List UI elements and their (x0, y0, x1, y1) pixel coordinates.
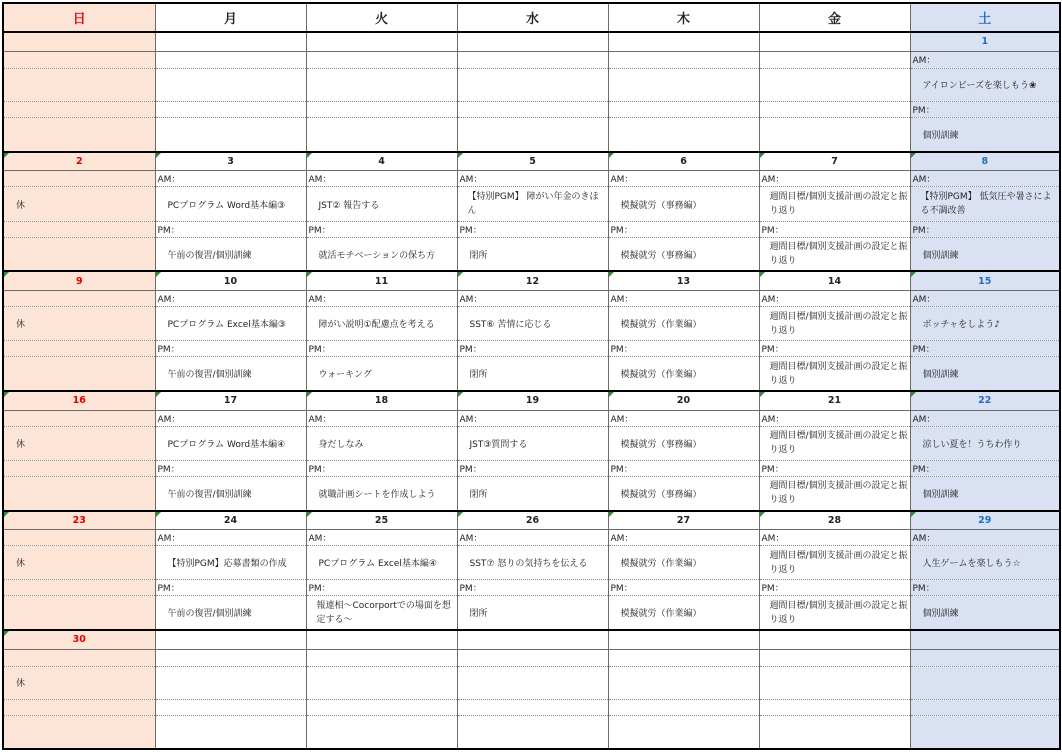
weekday-header-monday: 月 (155, 3, 306, 32)
pm-label: PM： (608, 580, 759, 596)
pm-label: PM： (306, 341, 457, 357)
am-activity-cell[interactable]: 【特別PGM】応募書類の作成 (155, 546, 306, 580)
am-label (306, 649, 457, 666)
am-activity-cell[interactable]: JST② 報告する (306, 187, 457, 221)
am-label: AM： (759, 290, 910, 306)
weekday-header-friday: 金 (759, 3, 910, 32)
am-label (3, 410, 155, 426)
date-cell[interactable] (155, 630, 306, 649)
date-cell[interactable]: 11 (306, 271, 457, 290)
pm-label: PM： (608, 460, 759, 476)
pm-activity-cell[interactable]: 就職計画シートを作成しよう (306, 476, 457, 510)
pm-activity-cell[interactable] (3, 357, 155, 391)
pm-activity-cell[interactable]: 午前の復習/個別訓練 (155, 476, 306, 510)
am-activity-cell[interactable] (608, 666, 759, 699)
pm-activity-cell[interactable] (3, 476, 155, 510)
am-activity-cell[interactable]: 週間目標/個別支援計画の設定と振り返り (759, 546, 910, 580)
am-activity-cell[interactable]: 【特別PGM】 低気圧や暑さによる不調改善 (910, 187, 1060, 221)
pm-activity-cell[interactable]: 模擬就労（作業編） (608, 596, 759, 630)
date-cell[interactable]: 30 (3, 630, 155, 649)
date-cell[interactable]: 7 (759, 152, 910, 171)
am-activity-cell[interactable]: 障がい説明①配慮点を考える (306, 307, 457, 341)
week-1-am-label-row (3, 51, 1060, 68)
pm-activity-cell[interactable]: 午前の復習/個別訓練 (155, 357, 306, 391)
week-6-date-row (3, 630, 1060, 649)
date-cell[interactable]: 27 (608, 511, 759, 530)
pm-label: PM： (457, 460, 608, 476)
date-cell[interactable]: 4 (306, 152, 457, 171)
pm-label: PM： (306, 580, 457, 596)
week-4-am-content-row (3, 426, 1060, 460)
am-activity-cell[interactable]: 週間目標/個別支援計画の設定と振り返り (759, 307, 910, 341)
am-activity-cell[interactable]: SST⑥ 苦情に応じる (457, 307, 608, 341)
pm-label: PM： (759, 580, 910, 596)
am-activity-cell[interactable]: 模擬就労（事務編） (608, 426, 759, 460)
am-label: AM： (608, 530, 759, 546)
pm-label (608, 102, 759, 118)
am-activity-cell[interactable]: PCプログラム Excel基本編④ (306, 546, 457, 580)
date-cell[interactable] (155, 32, 306, 51)
date-cell[interactable]: 2 (3, 152, 155, 171)
pm-activity-cell[interactable]: ウォーキング (306, 357, 457, 391)
date-cell[interactable]: 24 (155, 511, 306, 530)
week-4-pm-content-row (3, 476, 1060, 510)
am-label: AM： (910, 51, 1060, 68)
am-activity-cell[interactable]: PCプログラム Excel基本編③ (155, 307, 306, 341)
pm-activity-cell[interactable] (306, 716, 457, 749)
week-6-pm-label-row (3, 699, 1060, 715)
pm-activity-cell[interactable]: 模擬就労（事務編） (608, 476, 759, 510)
date-cell[interactable] (910, 630, 1060, 649)
pm-activity-cell[interactable] (759, 118, 910, 152)
am-label (155, 649, 306, 666)
pm-activity-cell[interactable]: 閉所 (457, 596, 608, 630)
am-label: AM： (759, 410, 910, 426)
am-label: AM： (306, 290, 457, 306)
weekday-header-thursday: 木 (608, 3, 759, 32)
am-label: AM： (457, 171, 608, 187)
pm-label: PM： (457, 580, 608, 596)
pm-activity-cell[interactable]: 個別訓練 (910, 237, 1060, 271)
weekday-header-wednesday: 水 (457, 3, 608, 32)
pm-activity-cell[interactable]: 閉所 (457, 476, 608, 510)
date-cell[interactable] (608, 32, 759, 51)
week-2-date-row (3, 152, 1060, 171)
date-cell[interactable]: 26 (457, 511, 608, 530)
am-activity-cell[interactable] (457, 68, 608, 101)
pm-activity-cell[interactable]: 閉所 (457, 357, 608, 391)
pm-activity-cell[interactable]: 午前の復習/個別訓練 (155, 596, 306, 630)
am-label (457, 51, 608, 68)
pm-label: PM： (155, 460, 306, 476)
date-cell[interactable]: 29 (910, 511, 1060, 530)
pm-activity-cell[interactable]: 報連相～Cocorportでの場面を想定する～ (306, 596, 457, 630)
am-activity-cell[interactable]: 【特別PGM】 障がい年金のきほん (457, 187, 608, 221)
am-label: AM： (759, 171, 910, 187)
am-activity-cell[interactable]: 身だしなみ (306, 426, 457, 460)
am-activity-cell[interactable] (457, 666, 608, 699)
week-2-am-label-row (3, 171, 1060, 187)
am-label (3, 530, 155, 546)
pm-label (306, 102, 457, 118)
pm-label (306, 699, 457, 715)
am-label: AM： (155, 530, 306, 546)
pm-activity-cell[interactable]: 週間目標/個別支援計画の設定と振り返り (759, 237, 910, 271)
am-label: AM： (457, 530, 608, 546)
date-cell[interactable] (457, 630, 608, 649)
am-label: AM： (910, 530, 1060, 546)
am-activity-cell[interactable]: アイロンビーズを楽しもう❀ (910, 68, 1060, 101)
weekday-header-saturday: 土 (910, 3, 1060, 32)
pm-label: PM： (759, 341, 910, 357)
week-3-date-row (3, 271, 1060, 290)
date-cell[interactable]: 5 (457, 152, 608, 171)
date-cell[interactable]: 15 (910, 271, 1060, 290)
date-cell[interactable]: 21 (759, 391, 910, 410)
pm-label: PM： (155, 341, 306, 357)
pm-label (759, 699, 910, 715)
week-5-am-content-row (3, 546, 1060, 580)
weekday-header-row (3, 3, 1060, 32)
week-2-am-content-row (3, 187, 1060, 221)
am-activity-cell[interactable] (306, 666, 457, 699)
closed-day-label: 休 (3, 666, 155, 699)
pm-label (3, 580, 155, 596)
pm-activity-cell[interactable]: 午前の復習/個別訓練 (155, 237, 306, 271)
date-cell[interactable]: 13 (608, 271, 759, 290)
weekday-header-tuesday: 火 (306, 3, 457, 32)
week-6-pm-content-row (3, 716, 1060, 749)
pm-label: PM： (910, 102, 1060, 118)
date-cell[interactable]: 8 (910, 152, 1060, 171)
am-label: AM： (155, 410, 306, 426)
pm-activity-cell[interactable]: 個別訓練 (910, 596, 1060, 630)
monthly-schedule-calendar (2, 2, 1061, 750)
pm-activity-cell[interactable] (3, 118, 155, 152)
pm-label: PM： (608, 221, 759, 237)
am-activity-cell[interactable] (155, 68, 306, 101)
am-label (3, 290, 155, 306)
pm-label: PM： (155, 580, 306, 596)
date-cell[interactable]: 14 (759, 271, 910, 290)
pm-label (3, 102, 155, 118)
pm-label (608, 699, 759, 715)
am-activity-cell[interactable]: SST⑦ 怒りの気持ちを伝える (457, 546, 608, 580)
am-activity-cell[interactable]: 模擬就労（事務編） (608, 187, 759, 221)
week-4-pm-label-row (3, 460, 1060, 476)
pm-activity-cell[interactable] (155, 118, 306, 152)
am-activity-cell[interactable] (608, 68, 759, 101)
date-cell[interactable]: 10 (155, 271, 306, 290)
pm-activity-cell[interactable] (457, 118, 608, 152)
date-cell[interactable]: 6 (608, 152, 759, 171)
am-activity-cell[interactable]: 模擬就労（作業編） (608, 307, 759, 341)
am-label (3, 649, 155, 666)
pm-label: PM： (457, 221, 608, 237)
am-label: AM： (608, 290, 759, 306)
date-cell[interactable] (759, 32, 910, 51)
week-1-pm-label-row (3, 102, 1060, 118)
date-cell[interactable] (306, 630, 457, 649)
am-label: AM： (608, 171, 759, 187)
pm-activity-cell[interactable] (3, 596, 155, 630)
week-5-am-label-row (3, 530, 1060, 546)
am-activity-cell[interactable] (759, 666, 910, 699)
week-1-am-content-row (3, 68, 1060, 101)
date-cell[interactable]: 18 (306, 391, 457, 410)
week-2-pm-label-row (3, 221, 1060, 237)
pm-activity-cell[interactable]: 個別訓練 (910, 357, 1060, 391)
am-label: AM： (306, 171, 457, 187)
am-label: AM： (457, 290, 608, 306)
am-label (3, 171, 155, 187)
am-activity-cell[interactable] (759, 68, 910, 101)
week-3-am-label-row (3, 290, 1060, 306)
am-activity-cell[interactable]: 週間目標/個別支援計画の設定と振り返り (759, 426, 910, 460)
date-cell[interactable] (457, 32, 608, 51)
am-activity-cell[interactable] (910, 666, 1060, 699)
date-cell[interactable]: 23 (3, 511, 155, 530)
am-activity-cell[interactable]: ボッチャをしよう♪ (910, 307, 1060, 341)
am-activity-cell[interactable]: 人生ゲームを楽しもう☆ (910, 546, 1060, 580)
date-cell[interactable] (3, 32, 155, 51)
am-label (306, 51, 457, 68)
am-activity-cell[interactable] (3, 68, 155, 101)
week-4-am-label-row (3, 410, 1060, 426)
date-cell[interactable] (306, 32, 457, 51)
pm-activity-cell[interactable]: 週間目標/個別支援計画の設定と振り返り (759, 596, 910, 630)
pm-label (3, 221, 155, 237)
date-cell[interactable]: 25 (306, 511, 457, 530)
date-cell[interactable]: 19 (457, 391, 608, 410)
pm-label: PM： (608, 341, 759, 357)
am-label (759, 649, 910, 666)
pm-activity-cell[interactable] (306, 118, 457, 152)
pm-activity-cell[interactable]: 個別訓練 (910, 476, 1060, 510)
date-cell[interactable]: 3 (155, 152, 306, 171)
am-label (457, 649, 608, 666)
pm-label: PM： (910, 341, 1060, 357)
date-cell[interactable]: 12 (457, 271, 608, 290)
am-activity-cell[interactable] (155, 666, 306, 699)
am-label: AM： (910, 410, 1060, 426)
pm-label (457, 102, 608, 118)
pm-label (3, 460, 155, 476)
date-cell[interactable]: 16 (3, 391, 155, 410)
date-cell[interactable]: 28 (759, 511, 910, 530)
pm-activity-cell[interactable] (608, 716, 759, 749)
am-label (155, 51, 306, 68)
pm-activity-cell[interactable]: 個別訓練 (910, 118, 1060, 152)
pm-label (3, 341, 155, 357)
pm-label (3, 699, 155, 715)
week-5-pm-label-row (3, 580, 1060, 596)
date-cell[interactable]: 22 (910, 391, 1060, 410)
pm-label: PM： (306, 460, 457, 476)
am-label (608, 649, 759, 666)
am-activity-cell[interactable]: JST③質問する (457, 426, 608, 460)
pm-label (759, 102, 910, 118)
am-label: AM： (457, 410, 608, 426)
am-activity-cell[interactable]: 週間目標/個別支援計画の設定と振り返り (759, 187, 910, 221)
week-3-pm-label-row (3, 341, 1060, 357)
pm-label: PM： (759, 460, 910, 476)
am-activity-cell[interactable]: PCプログラム Word基本編④ (155, 426, 306, 460)
pm-label: PM： (759, 221, 910, 237)
am-activity-cell[interactable] (306, 68, 457, 101)
week-1-pm-content-row (3, 118, 1060, 152)
pm-label: PM： (457, 341, 608, 357)
closed-day-label: 休 (3, 546, 155, 580)
date-cell[interactable] (608, 630, 759, 649)
pm-label: PM： (910, 460, 1060, 476)
pm-activity-cell[interactable] (3, 237, 155, 271)
pm-activity-cell[interactable]: 就活モチベーションの保ち方 (306, 237, 457, 271)
date-cell[interactable]: 1 (910, 32, 1060, 51)
pm-label (155, 699, 306, 715)
pm-activity-cell[interactable]: 閉所 (457, 237, 608, 271)
date-cell[interactable]: 17 (155, 391, 306, 410)
closed-day-label: 休 (3, 426, 155, 460)
week-4-date-row (3, 391, 1060, 410)
pm-activity-cell[interactable] (608, 118, 759, 152)
date-cell[interactable]: 9 (3, 271, 155, 290)
weekday-header-sunday: 日 (3, 3, 155, 32)
am-label: AM： (910, 171, 1060, 187)
week-5-pm-content-row (3, 596, 1060, 630)
date-cell[interactable] (759, 630, 910, 649)
am-label: AM： (608, 410, 759, 426)
week-6-am-content-row (3, 666, 1060, 699)
week-5-date-row (3, 511, 1060, 530)
am-activity-cell[interactable]: PCプログラム Word基本編③ (155, 187, 306, 221)
pm-activity-cell[interactable] (910, 716, 1060, 749)
week-2-pm-content-row (3, 237, 1060, 271)
week-1-date-row (3, 32, 1060, 51)
pm-activity-cell[interactable] (3, 716, 155, 749)
pm-label: PM： (155, 221, 306, 237)
closed-day-label: 休 (3, 307, 155, 341)
pm-label (910, 699, 1060, 715)
pm-activity-cell[interactable] (457, 716, 608, 749)
am-label: AM： (910, 290, 1060, 306)
am-label: AM： (155, 290, 306, 306)
date-cell[interactable]: 20 (608, 391, 759, 410)
am-activity-cell[interactable]: 模擬就労（作業編） (608, 546, 759, 580)
am-label: AM： (155, 171, 306, 187)
am-label (910, 649, 1060, 666)
pm-activity-cell[interactable] (155, 716, 306, 749)
am-label: AM： (306, 530, 457, 546)
pm-label: PM： (910, 580, 1060, 596)
am-label (3, 51, 155, 68)
pm-label (155, 102, 306, 118)
am-label: AM： (306, 410, 457, 426)
am-activity-cell[interactable]: 涼しい夏を！うちわ作り (910, 426, 1060, 460)
pm-label: PM： (910, 221, 1060, 237)
week-6-am-label-row (3, 649, 1060, 666)
pm-activity-cell[interactable]: 週間目標/個別支援計画の設定と振り返り (759, 357, 910, 391)
pm-label (457, 699, 608, 715)
am-label (608, 51, 759, 68)
pm-activity-cell[interactable]: 模擬就労（作業編） (608, 357, 759, 391)
week-3-pm-content-row (3, 357, 1060, 391)
pm-activity-cell[interactable]: 週間目標/個別支援計画の設定と振り返り (759, 476, 910, 510)
closed-day-label: 休 (3, 187, 155, 221)
am-label: AM： (759, 530, 910, 546)
pm-label: PM： (306, 221, 457, 237)
pm-activity-cell[interactable]: 模擬就労（事務編） (608, 237, 759, 271)
week-3-am-content-row (3, 307, 1060, 341)
am-label (759, 51, 910, 68)
pm-activity-cell[interactable] (759, 716, 910, 749)
